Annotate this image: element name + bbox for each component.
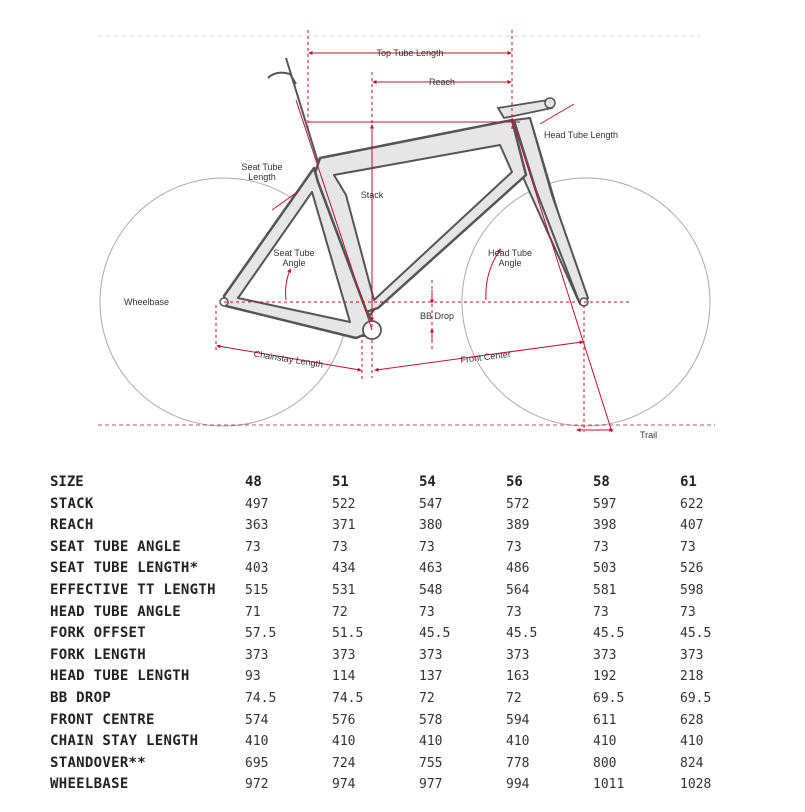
table-row <box>50 494 767 516</box>
row-value: 389 <box>506 518 530 534</box>
label-wheelbase: Wheelbase <box>124 297 170 307</box>
label-head-tube-angle-1: Head Tube <box>487 248 533 258</box>
row-value: 434 <box>332 561 356 577</box>
row-value: 71 <box>245 604 261 620</box>
row-value: 547 <box>419 496 443 512</box>
row-value: 578 <box>419 712 443 728</box>
row-value: 972 <box>245 777 269 793</box>
label-seat-tube-angle-2: Angle <box>282 258 306 268</box>
size-header-cell: 61 <box>680 474 697 490</box>
row-value: 497 <box>245 496 269 512</box>
row-value: 695 <box>245 755 269 771</box>
row-value: 1011 <box>593 777 625 793</box>
table-row <box>50 753 767 775</box>
row-value: 72 <box>506 690 522 706</box>
table-row <box>50 580 767 602</box>
table-row <box>50 537 767 559</box>
row-value: 977 <box>419 777 443 793</box>
size-header-cell: 56 <box>506 474 523 490</box>
row-value: 373 <box>680 647 704 663</box>
row-value: 218 <box>680 669 704 685</box>
row-value: 380 <box>419 518 443 534</box>
geometry-table-body <box>50 494 767 796</box>
table-row <box>50 602 767 624</box>
row-label: STANDOVER** <box>50 754 147 771</box>
row-value: 515 <box>245 582 269 598</box>
label-head-tube-length: Head Tube Length <box>544 130 619 140</box>
table-row <box>50 623 767 645</box>
label-top-tube-length: Top Tube Length <box>376 48 444 58</box>
row-value: 73 <box>680 539 696 555</box>
row-label: EFFECTIVE TT LENGTH <box>50 581 216 598</box>
label-reach: Reach <box>428 77 456 87</box>
label-bb-drop: BB Drop <box>420 311 455 321</box>
row-value: 410 <box>680 734 704 750</box>
size-header-label: SIZE <box>50 474 84 490</box>
row-value: 373 <box>593 647 617 663</box>
row-value: 410 <box>593 734 617 750</box>
row-value: 576 <box>332 712 356 728</box>
table-row <box>50 731 767 753</box>
row-value: 69.5 <box>593 690 625 706</box>
row-value: 572 <box>506 496 530 512</box>
size-header-cell: 54 <box>419 474 436 490</box>
row-value: 73 <box>593 604 609 620</box>
row-value: 73 <box>593 539 609 555</box>
row-value: 574 <box>245 712 269 728</box>
handlebar <box>545 98 555 108</box>
row-value: 548 <box>419 582 443 598</box>
row-label: WHEELBASE <box>50 776 129 793</box>
row-value: 628 <box>680 712 704 728</box>
row-value: 824 <box>680 755 704 771</box>
row-value: 994 <box>506 777 530 793</box>
row-value: 74.5 <box>332 690 364 706</box>
row-value: 410 <box>245 734 269 750</box>
label-stack: Stack <box>360 190 384 200</box>
geometry-table <box>50 472 767 796</box>
row-value: 503 <box>593 561 617 577</box>
fork <box>514 118 588 304</box>
row-value: 410 <box>419 734 443 750</box>
label-trail: Trail <box>640 430 658 440</box>
row-value: 73 <box>680 604 696 620</box>
label-front-center: Front Center <box>459 348 512 366</box>
table-row <box>50 710 767 732</box>
row-value: 755 <box>419 755 443 771</box>
row-value: 594 <box>506 712 530 728</box>
row-label: FRONT CENTRE <box>50 711 155 728</box>
row-value: 410 <box>332 734 356 750</box>
row-value: 463 <box>419 561 443 577</box>
row-value: 373 <box>245 647 269 663</box>
row-value: 1028 <box>680 777 712 793</box>
row-value: 724 <box>332 755 356 771</box>
row-value: 73 <box>506 604 522 620</box>
row-value: 192 <box>593 669 617 685</box>
size-header-cell: 48 <box>245 474 262 490</box>
row-value: 974 <box>332 777 356 793</box>
row-value: 407 <box>680 518 704 534</box>
row-value: 531 <box>332 582 356 598</box>
row-value: 73 <box>245 539 261 555</box>
row-value: 410 <box>506 734 530 750</box>
row-value: 45.5 <box>506 626 538 642</box>
size-header-cell: 58 <box>593 474 610 490</box>
row-value: 486 <box>506 561 530 577</box>
row-value: 403 <box>245 561 269 577</box>
size-header-row <box>50 472 767 494</box>
row-value: 526 <box>680 561 704 577</box>
row-value: 72 <box>332 604 348 620</box>
row-label: FORK OFFSET <box>50 625 147 642</box>
label-seat-tube-angle-1: Seat Tube <box>273 248 315 258</box>
table-row <box>50 688 767 710</box>
row-label: SEAT TUBE ANGLE <box>50 538 181 555</box>
row-value: 598 <box>680 582 704 598</box>
row-value: 45.5 <box>419 626 451 642</box>
row-value: 51.5 <box>332 626 364 642</box>
row-value: 373 <box>419 647 443 663</box>
row-label: STACK <box>50 495 94 512</box>
row-value: 69.5 <box>680 690 712 706</box>
row-value: 73 <box>419 604 435 620</box>
row-label: FORK LENGTH <box>50 646 147 663</box>
row-value: 363 <box>245 518 269 534</box>
label-chainstay-length: Chainstay Length <box>253 348 324 370</box>
row-label: HEAD TUBE ANGLE <box>50 603 181 620</box>
row-value: 45.5 <box>593 626 625 642</box>
table-row <box>50 645 767 667</box>
row-label: SEAT TUBE LENGTH* <box>50 560 199 577</box>
label-seat-tube-length-1: Seat Tube <box>241 162 283 172</box>
table-row <box>50 558 767 580</box>
row-value: 373 <box>332 647 356 663</box>
row-value: 581 <box>593 582 617 598</box>
stem <box>498 100 552 118</box>
row-value: 522 <box>332 496 356 512</box>
row-value: 622 <box>680 496 704 512</box>
label-head-tube-angle-2: Angle <box>498 258 522 268</box>
row-value: 398 <box>593 518 617 534</box>
row-value: 72 <box>419 690 435 706</box>
row-value: 778 <box>506 755 530 771</box>
row-value: 597 <box>593 496 617 512</box>
table-row <box>50 774 767 796</box>
row-value: 611 <box>593 712 617 728</box>
row-value: 73 <box>419 539 435 555</box>
row-value: 73 <box>506 539 522 555</box>
row-label: REACH <box>50 517 94 534</box>
row-value: 93 <box>245 669 261 685</box>
row-label: CHAIN STAY LENGTH <box>50 733 199 750</box>
row-value: 800 <box>593 755 617 771</box>
label-seat-tube-length-2: Length <box>248 172 276 182</box>
row-label: HEAD TUBE LENGTH <box>50 668 190 685</box>
row-value: 564 <box>506 582 530 598</box>
row-value: 373 <box>506 647 530 663</box>
size-header-cell: 51 <box>332 474 349 490</box>
row-value: 114 <box>332 669 356 685</box>
row-value: 73 <box>332 539 348 555</box>
table-row <box>50 515 767 537</box>
row-value: 137 <box>419 669 443 685</box>
row-value: 74.5 <box>245 690 277 706</box>
table-row <box>50 666 767 688</box>
row-value: 45.5 <box>680 626 712 642</box>
row-value: 57.5 <box>245 626 277 642</box>
row-value: 371 <box>332 518 356 534</box>
row-value: 163 <box>506 669 530 685</box>
row-label: BB DROP <box>50 689 112 706</box>
